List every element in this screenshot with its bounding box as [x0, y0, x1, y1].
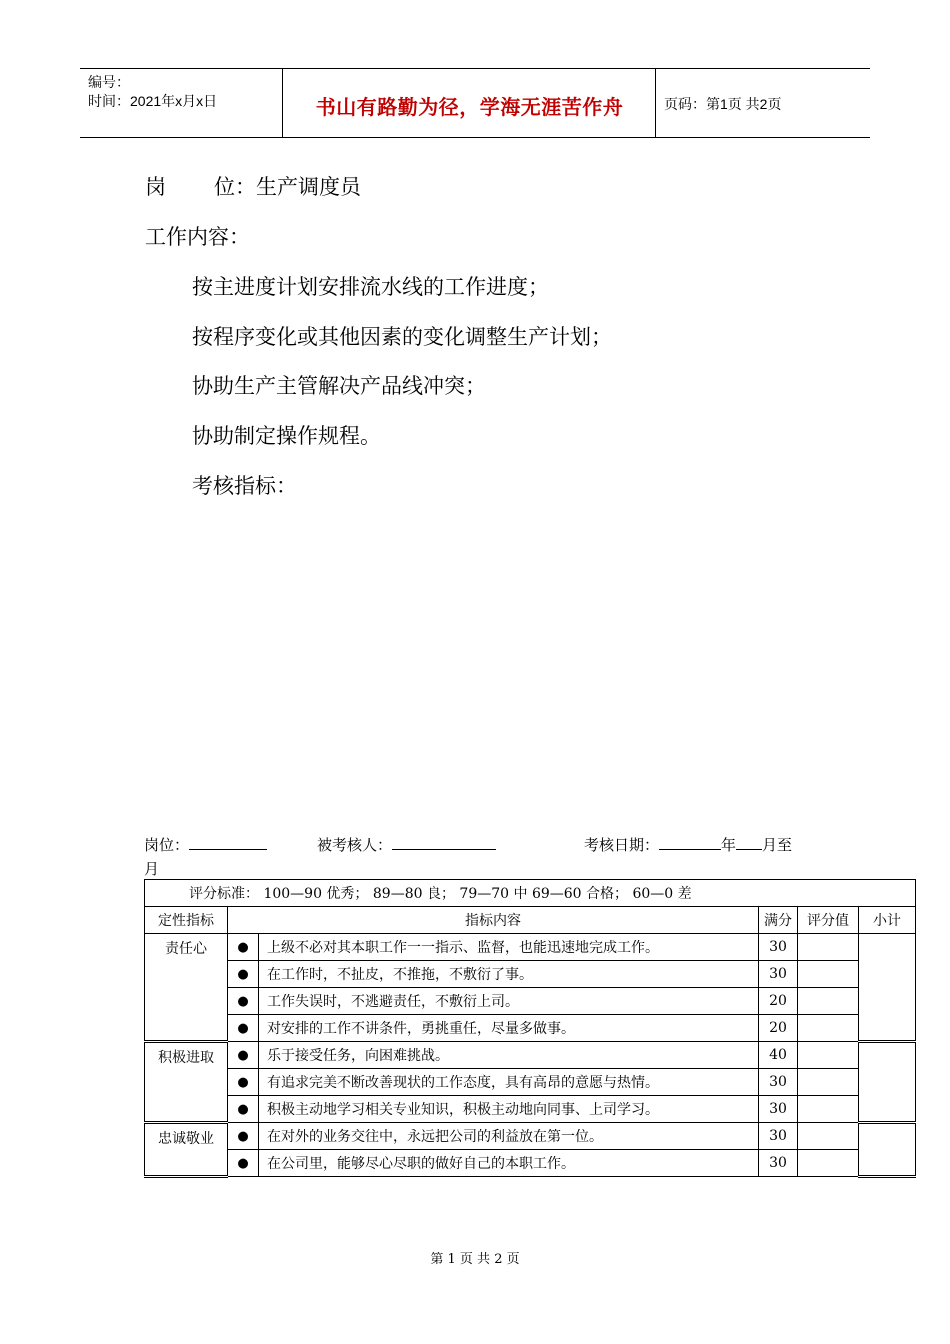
header-motto: 书山有路勤为径，学海无涯苦作舟: [315, 95, 624, 119]
bullet-icon: ●: [228, 1015, 259, 1042]
date-label: 时间：2021年x月x日: [88, 93, 218, 109]
year-blank[interactable]: [659, 835, 721, 850]
work-item: 按程序变化或其他因素的变化调整生产计划；: [192, 325, 612, 349]
rating-cell[interactable]: [798, 1042, 859, 1069]
rating-cell[interactable]: [798, 934, 859, 961]
rating-cell[interactable]: [798, 1150, 859, 1177]
bullet-icon: ●: [228, 961, 259, 988]
table-row: [145, 1150, 916, 1177]
table-row: [145, 988, 916, 1015]
bullet-icon: ●: [228, 934, 259, 961]
month-label: 月: [144, 860, 160, 878]
full-score: 30: [759, 1096, 798, 1123]
full-score: 30: [759, 934, 798, 961]
indicator-text: 乐于接受任务，向困难挑战。: [259, 1042, 759, 1069]
work-content-label: 工作内容：: [145, 225, 250, 249]
rating-cell[interactable]: [798, 1123, 859, 1150]
examinee-field: [317, 834, 496, 855]
header-divider: [655, 69, 656, 137]
subtotal-cell[interactable]: [859, 1042, 916, 1123]
work-item: 按主进度计划安排流水线的工作进度；: [192, 275, 549, 299]
position-label-b: 位：生产调度员: [214, 175, 361, 199]
bullet-icon: ●: [228, 1069, 259, 1096]
examinee-label: 被考核人：: [317, 836, 393, 854]
post-field: [144, 834, 267, 855]
full-score: 20: [759, 988, 798, 1015]
serial-number-label: 编号：: [88, 74, 130, 90]
header-rating: 评分值: [798, 907, 859, 934]
table-row: [145, 1042, 916, 1069]
indicator-text: 上级不必对其本职工作一一指示、监督，也能迅速地完成工作。: [259, 934, 759, 961]
header-full-score: 满分: [759, 907, 798, 934]
table-row: [145, 1096, 916, 1123]
header-page-info: 页码：第1页 共2页: [664, 96, 782, 112]
table-row: [145, 961, 916, 988]
table-row: [145, 1123, 916, 1150]
assessment-table: [144, 879, 916, 1178]
category-cell: 忠诚敬业: [145, 1123, 228, 1177]
work-item: 协助制定操作规程。: [192, 424, 381, 448]
rating-cell[interactable]: [798, 961, 859, 988]
indicator-text: 在公司里，能够尽心尽职的做好自己的本职工作。: [259, 1150, 759, 1177]
indicator-text: 积极主动地学习相关专业知识，积极主动地向同事、上司学习。: [259, 1096, 759, 1123]
grading-scale-row: [145, 880, 916, 907]
indicator-text: 在对外的业务交往中，永远把公司的利益放在第一位。: [259, 1123, 759, 1150]
bullet-icon: ●: [228, 1096, 259, 1123]
table-header-row: [145, 907, 916, 934]
category-cell: 积极进取: [145, 1042, 228, 1123]
header-content: 指标内容: [228, 907, 759, 934]
position-label-a: 岗: [145, 175, 166, 199]
header-meta: [88, 73, 217, 111]
subtotal-cell[interactable]: [859, 934, 916, 1042]
date-label: 考核日期：: [584, 836, 660, 854]
full-score: 40: [759, 1042, 798, 1069]
bullet-icon: ●: [228, 1123, 259, 1150]
indicator-text: 对安排的工作不讲条件，勇挑重任，尽量多做事。: [259, 1015, 759, 1042]
header-category: 定性指标: [145, 907, 228, 934]
indicator-text: 有追求完美不断改善现状的工作态度，具有高昂的意愿与热情。: [259, 1069, 759, 1096]
header-subtotal: 小计: [859, 907, 916, 934]
work-item: 协助生产主管解决产品线冲突；: [192, 374, 486, 398]
assessment-label: 考核指标：: [192, 474, 297, 498]
month-to-label: 月至: [762, 836, 793, 854]
post-label: 岗位：: [144, 836, 190, 854]
full-score: 30: [759, 1123, 798, 1150]
category-cell: 责任心: [145, 934, 228, 1042]
subtotal-cell[interactable]: [859, 1123, 916, 1177]
post-blank[interactable]: [189, 835, 267, 850]
rating-cell[interactable]: [798, 1015, 859, 1042]
grading-scale: 评分标准： 100—90 优秀； 89—80 良； 79—70 中 69—60 合格； 60—0 差: [145, 880, 916, 907]
table-row: [145, 1015, 916, 1042]
year-label: 年: [721, 836, 737, 854]
month-blank[interactable]: [736, 835, 762, 850]
position-line: [145, 171, 361, 201]
rating-cell[interactable]: [798, 988, 859, 1015]
full-score: 30: [759, 961, 798, 988]
rating-cell[interactable]: [798, 1096, 859, 1123]
full-score: 30: [759, 1069, 798, 1096]
full-score: 30: [759, 1150, 798, 1177]
table-row: [145, 934, 916, 961]
indicator-text: 在工作时，不扯皮，不推拖，不敷衍了事。: [259, 961, 759, 988]
rating-cell[interactable]: [798, 1069, 859, 1096]
document-header: [80, 68, 870, 138]
examinee-blank[interactable]: [392, 835, 496, 850]
indicator-text: 工作失误时，不逃避责任，不敷衍上司。: [259, 988, 759, 1015]
page-footer: 第 1 页 共 2 页: [430, 1252, 520, 1267]
bullet-icon: ●: [228, 1150, 259, 1177]
table-row: [145, 1069, 916, 1096]
full-score: 20: [759, 1015, 798, 1042]
bullet-icon: ●: [228, 1042, 259, 1069]
date-field: [584, 834, 792, 855]
bullet-icon: ●: [228, 988, 259, 1015]
